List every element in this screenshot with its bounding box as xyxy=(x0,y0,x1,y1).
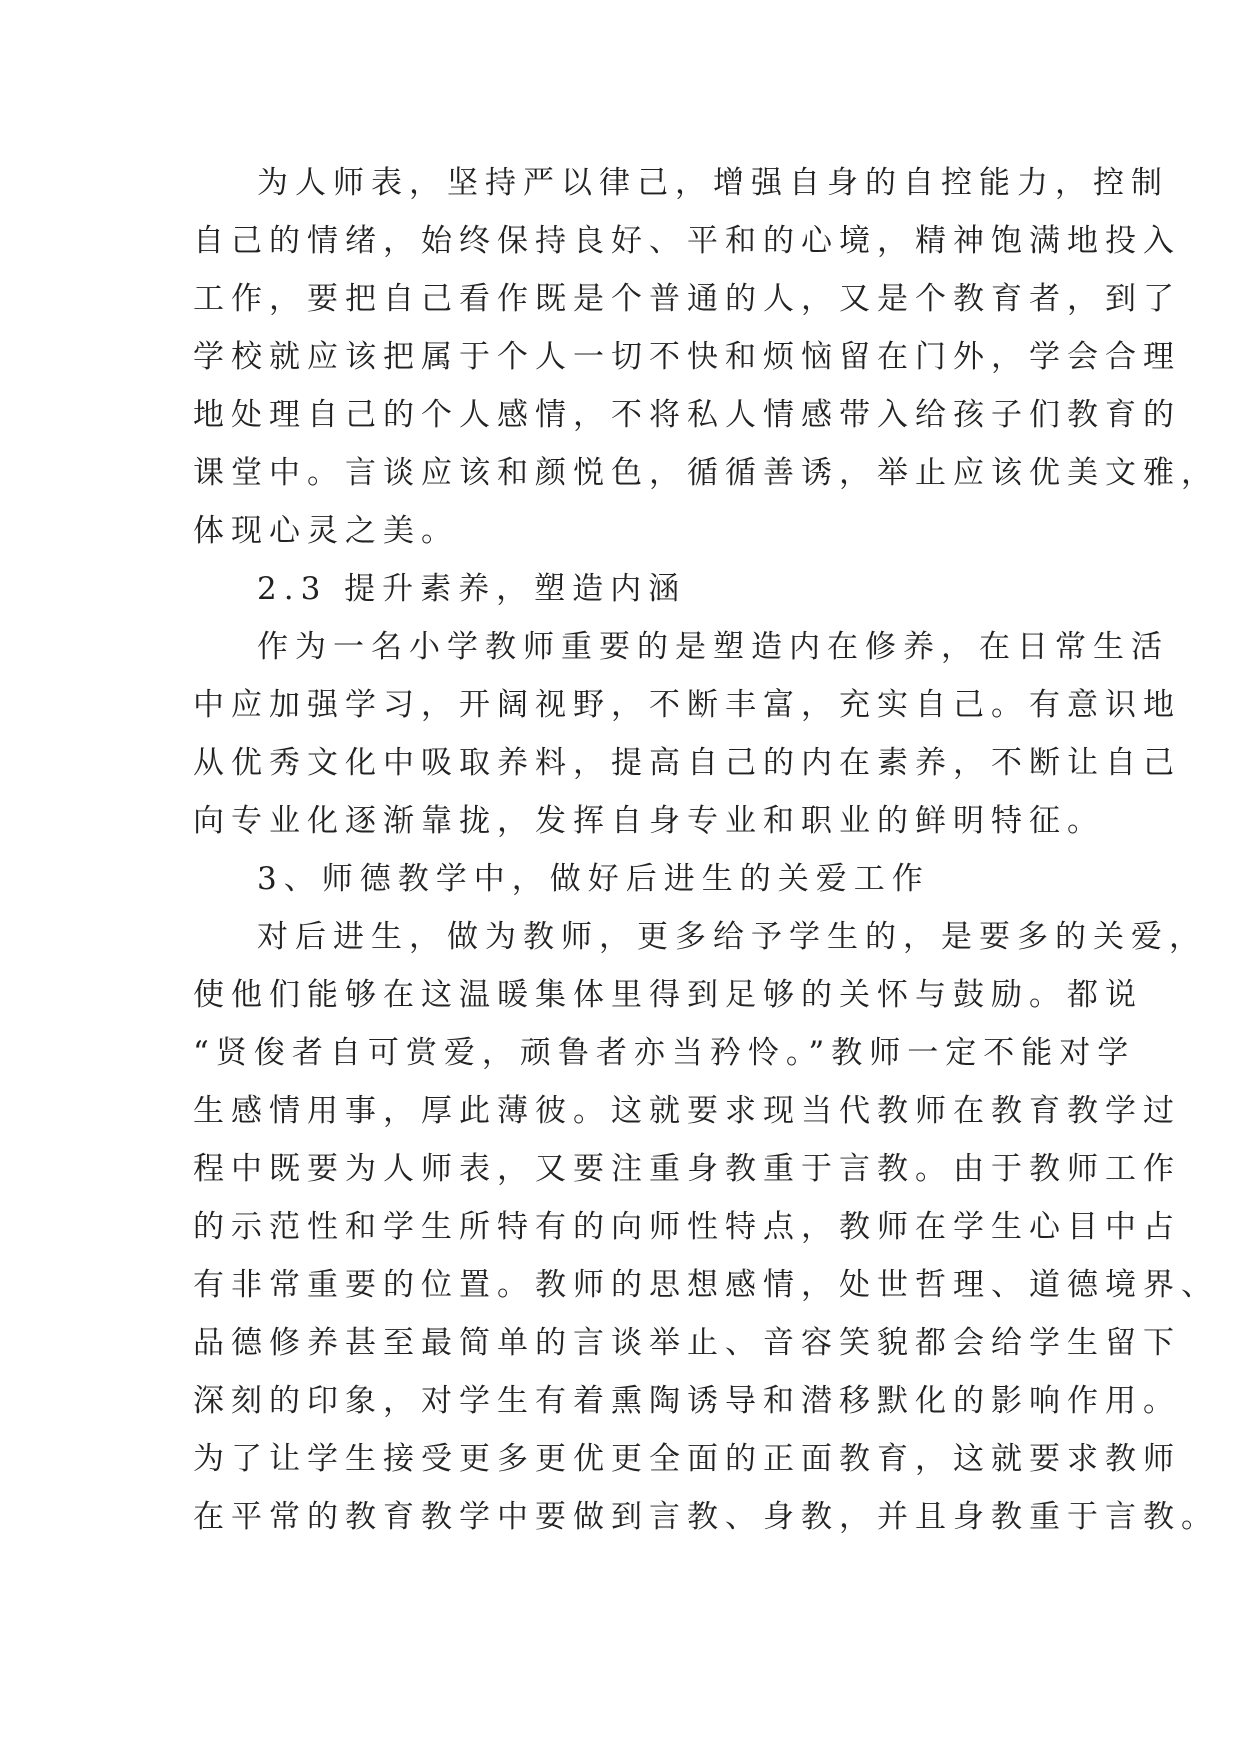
text-line: 对后进生，做为教师，更多给予学生的，是要多的关爱， xyxy=(257,919,1207,955)
section-heading: 2.3 提升素养，塑造内涵 xyxy=(257,571,687,607)
text-line: 从优秀文化中吸取养料，提高自己的内在素养，不断让自己 xyxy=(193,745,1181,781)
section-heading: 3、师德教学中，做好后进生的关爱工作 xyxy=(257,861,930,897)
text-line: 有非常重要的位置。教师的思想感情，处世哲理、道德境界、 xyxy=(193,1267,1219,1303)
document-body xyxy=(193,154,1219,1546)
text-line: 深刻的印象，对学生有着熏陶诱导和潜移默化的影响作用。 xyxy=(193,1383,1181,1419)
text-line: 程中既要为人师表，又要注重身教重于言教。由于教师工作 xyxy=(193,1151,1181,1187)
text-line: 课堂中。言谈应该和颜悦色，循循善诱，举止应该优美文雅， xyxy=(193,455,1219,491)
text-line: 中应加强学习，开阔视野，不断丰富，充实自己。有意识地 xyxy=(193,687,1181,723)
text-line: 作为一名小学教师重要的是塑造内在修养，在日常生活 xyxy=(257,629,1169,665)
text-line: 向专业化逐渐靠拢，发挥自身专业和职业的鲜明特征。 xyxy=(193,803,1105,839)
text-line: 在平常的教育教学中要做到言教、身教，并且身教重于言教。 xyxy=(193,1499,1219,1535)
text-line: 工作，要把自己看作既是个普通的人，又是个教育者，到了 xyxy=(193,281,1181,317)
text-line: 学校就应该把属于个人一切不快和烦恼留在门外，学会合理 xyxy=(193,339,1181,375)
text-line: 为了让学生接受更多更优更全面的正面教育，这就要求教师 xyxy=(193,1441,1181,1477)
text-line: 生感情用事，厚此薄彼。这就要求现当代教师在教育教学过 xyxy=(193,1093,1181,1129)
text-line: 体现心灵之美。 xyxy=(193,513,459,549)
text-line: 使他们能够在这温暖集体里得到足够的关怀与鼓励。都说 xyxy=(193,977,1143,1013)
text-line: 的示范性和学生所特有的向师性特点，教师在学生心目中占 xyxy=(193,1209,1181,1245)
text-line: 地处理自己的个人感情，不将私人情感带入给孩子们教育的 xyxy=(193,397,1181,433)
text-line: 品德修养甚至最简单的言谈举止、音容笑貌都会给学生留下 xyxy=(193,1325,1181,1361)
text-line: 为人师表，坚持严以律己，增强自身的自控能力，控制 xyxy=(257,165,1169,201)
text-line: 自己的情绪，始终保持良好、平和的心境，精神饱满地投入 xyxy=(193,223,1181,259)
text-line: “贤俊者自可赏爱，顽鲁者亦当矜怜。”教师一定不能对学 xyxy=(193,1035,1136,1071)
